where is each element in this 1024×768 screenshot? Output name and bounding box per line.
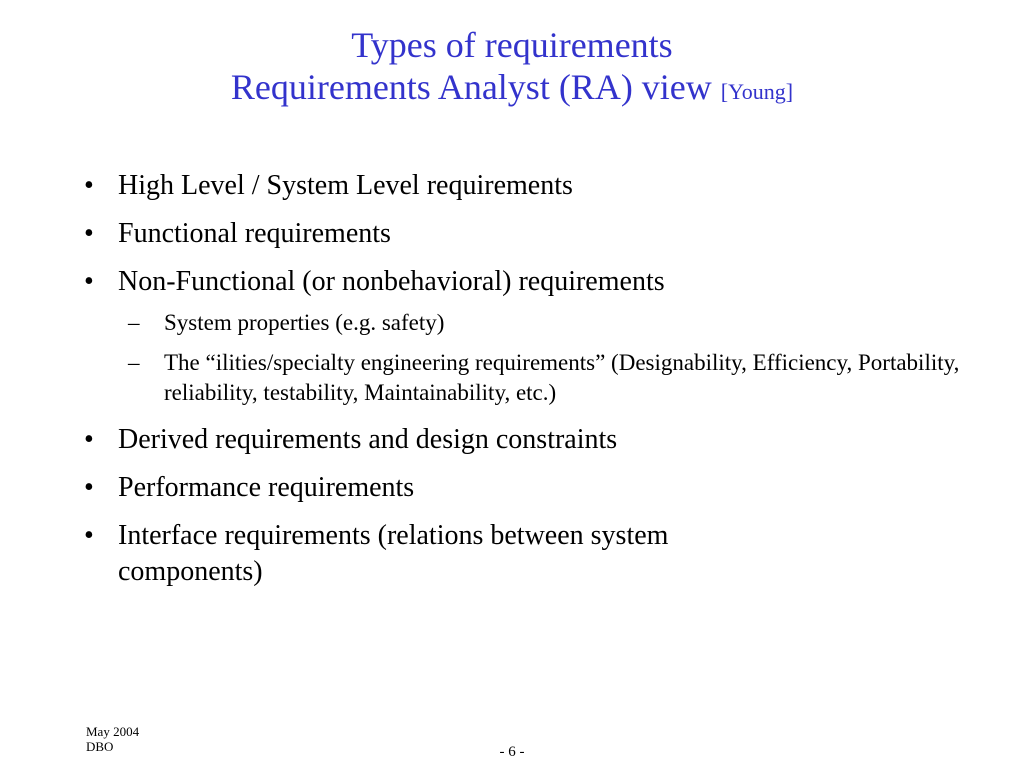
list-item [82, 518, 962, 590]
list-item-text: Performance requirements [118, 472, 415, 503]
bullet-list [82, 168, 962, 602]
title-line-2 [0, 66, 1024, 113]
dash-icon: – [128, 350, 140, 375]
bullet-icon: • [84, 424, 94, 455]
bullet-icon: • [84, 170, 94, 201]
bullet-icon: • [84, 520, 94, 551]
dash-icon: – [128, 310, 140, 335]
bullet-icon: • [84, 472, 94, 503]
title-citation: [Young] [720, 79, 794, 104]
sub-list-item [118, 348, 962, 408]
list-item-text: Functional requirements [118, 218, 391, 249]
title-line-1: Types of requirements [351, 25, 673, 65]
sub-list-item-text: The “ilities/specialty engineering requirements” (Designability, Efficiency, Portability, reliability, testability, Maintainability, etc.) [164, 350, 960, 405]
list-item [82, 470, 962, 506]
bullet-icon: • [84, 218, 94, 249]
list-item [82, 216, 962, 252]
bullet-icon: • [84, 266, 94, 297]
list-item-text: Interface requirements (relations between system components) [118, 520, 669, 587]
footer-author: DBO [86, 739, 114, 754]
list-item-text: Non-Functional (or nonbehavioral) requirements [118, 266, 665, 297]
list-item [82, 168, 962, 204]
list-item [82, 422, 962, 458]
sub-list-item-text: System properties (e.g. safety) [164, 310, 445, 335]
title-line-2-text: Requirements Analyst (RA) view [230, 67, 712, 107]
sub-list-item [118, 308, 962, 338]
footer-date: May 2004 [86, 724, 140, 739]
list-item-text: High Level / System Level requirements [118, 170, 573, 201]
list-item-text: Derived requirements and design constraints [118, 424, 618, 455]
page-number: - 6 - [499, 744, 525, 760]
list-item [82, 264, 962, 300]
slide-title [0, 24, 1024, 113]
